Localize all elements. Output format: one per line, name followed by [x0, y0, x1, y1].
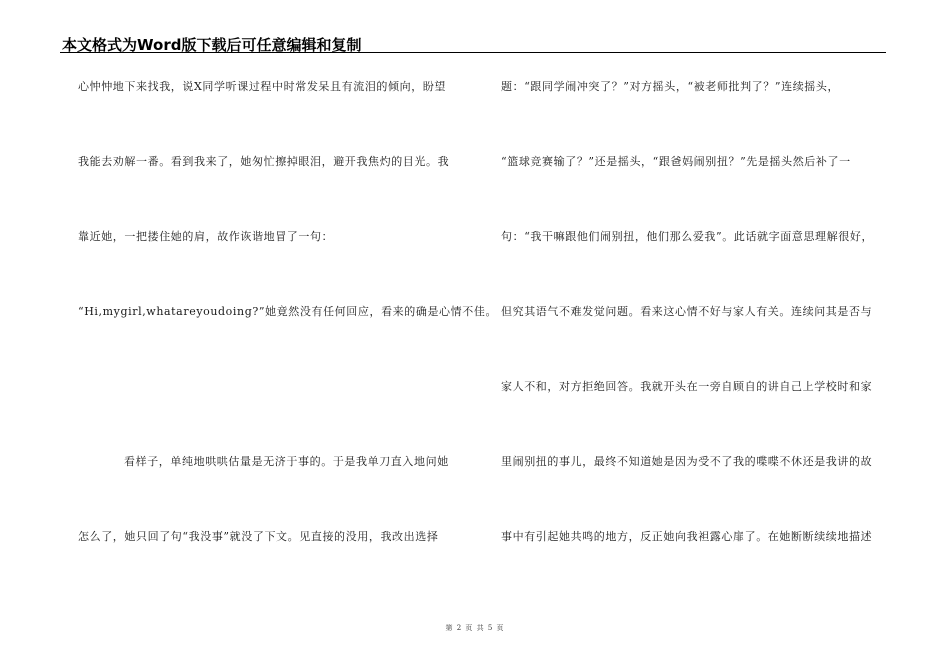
- text-line: 里闹别扭的事儿，最终不知道她是因为受不了我的喋喋不休还是我讲的故: [501, 455, 873, 468]
- text-line-indented: 看样子，单纯地哄哄估量是无济于事的。于是我单刀直入地问她: [124, 455, 449, 468]
- document-header-title: 本文格式为Word版下载后可任意编辑和复制: [62, 36, 362, 54]
- text-line: 心忡忡地下来找我，说X同学听课过程中时常发呆且有流泪的倾向，盼望: [78, 80, 447, 93]
- right-text-column: [501, 0, 891, 672]
- text-line: “Hi,mygirl,whatareyoudoing?”她竟然没有任何回应，看来的确是心情不佳。: [78, 305, 498, 318]
- text-line: 家人不和，对方拒绝回答。我就开头在一旁自顾自的讲自己上学校时和家: [501, 380, 873, 393]
- text-line: “篮球竞赛输了？”还是摇头，“跟爸妈闹别扭？”先是摇头然后补了一: [501, 155, 851, 168]
- page-number: 第 2 页 共 5 页: [445, 624, 505, 632]
- text-line: 句：“我干嘛跟他们闹别扭，他们那么爱我”。此话就字面意思理解很好，: [501, 230, 874, 243]
- text-line: 题：“跟同学闹冲突了？”对方摇头，“被老师批判了？”连续摇头，: [501, 80, 840, 93]
- text-line: 但究其语气不难发觉问题。看来这心情不好与家人有关。连续问其是否与: [501, 305, 873, 318]
- text-line: 怎么了，她只回了句“我没事”就没了下文。见直接的没用，我改出选择: [78, 530, 439, 543]
- text-line: 我能去劝解一番。看到我来了，她匆忙擦掉眼泪，避开我焦灼的目光。我: [78, 155, 450, 168]
- text-line: 靠近她，一把搂住她的肩，故作诙谐地冒了一句：: [78, 230, 334, 243]
- text-line: 事中有引起她共鸣的地方，反正她向我袒露心扉了。在她断断续续地描述: [501, 530, 873, 543]
